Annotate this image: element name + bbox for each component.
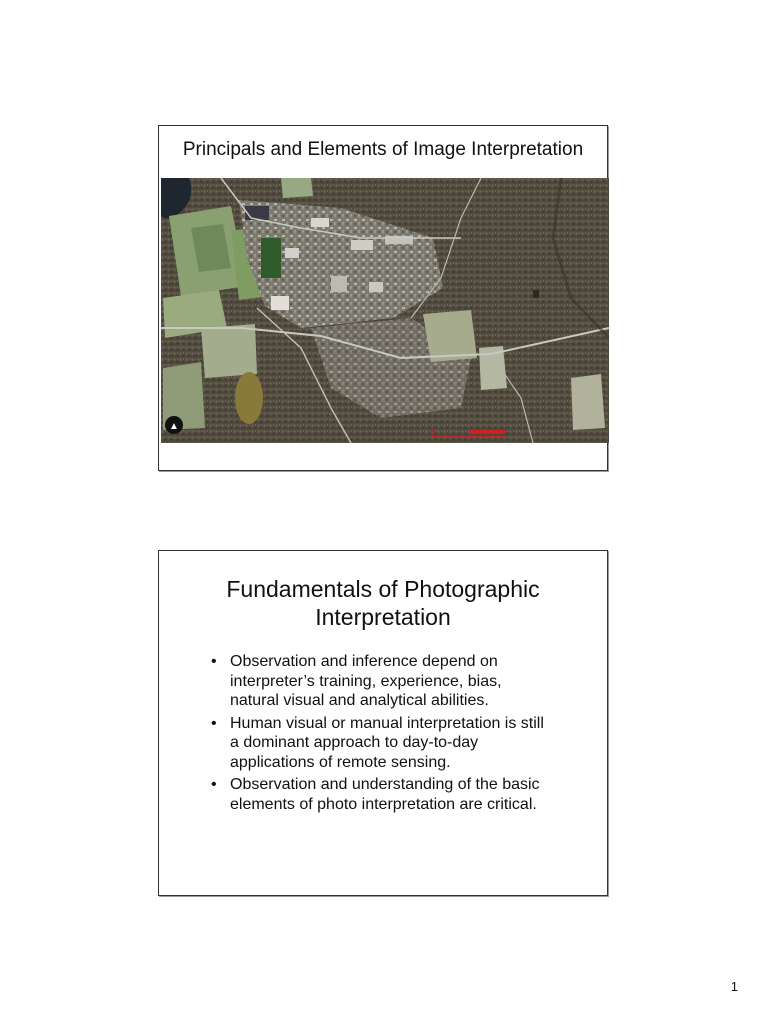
bullet-icon: • — [211, 653, 217, 670]
slide-1 — [158, 125, 608, 471]
bullet-list — [211, 652, 591, 817]
bullet-item — [211, 714, 591, 773]
bullet-item — [211, 775, 591, 814]
slide-2-title-line: Fundamentals of Photographic — [226, 576, 540, 602]
aerial-photo — [161, 178, 609, 443]
bullet-line: interpreter’s training, experience, bias, — [230, 672, 502, 690]
bullet-line: elements of photo interpretation are critical. — [230, 795, 537, 813]
bullet-line: Observation and understanding of the basic — [230, 776, 540, 793]
bullet-line: applications of remote sensing. — [230, 753, 451, 771]
bullet-icon: • — [211, 714, 217, 732]
bullet-item — [211, 652, 591, 711]
north-arrow-icon — [165, 416, 183, 434]
bullet-line: natural visual and analytical abilities. — [230, 692, 489, 709]
bullet-line: Observation and inference depend on — [230, 653, 498, 670]
bullet-line: a dominant approach to day-to-day — [230, 734, 479, 751]
slide-2-title-line: Interpretation — [315, 604, 451, 630]
page-number: 1 — [730, 979, 738, 994]
svg-text:▲: ▲ — [169, 421, 179, 432]
bullet-icon: • — [211, 776, 217, 793]
bullet-line: Human visual or manual interpretation is still — [230, 714, 544, 732]
slide-2 — [158, 550, 608, 896]
slide-1-title: Principals and Elements of Image Interpretation — [182, 139, 584, 160]
slide-2-title — [159, 575, 607, 631]
